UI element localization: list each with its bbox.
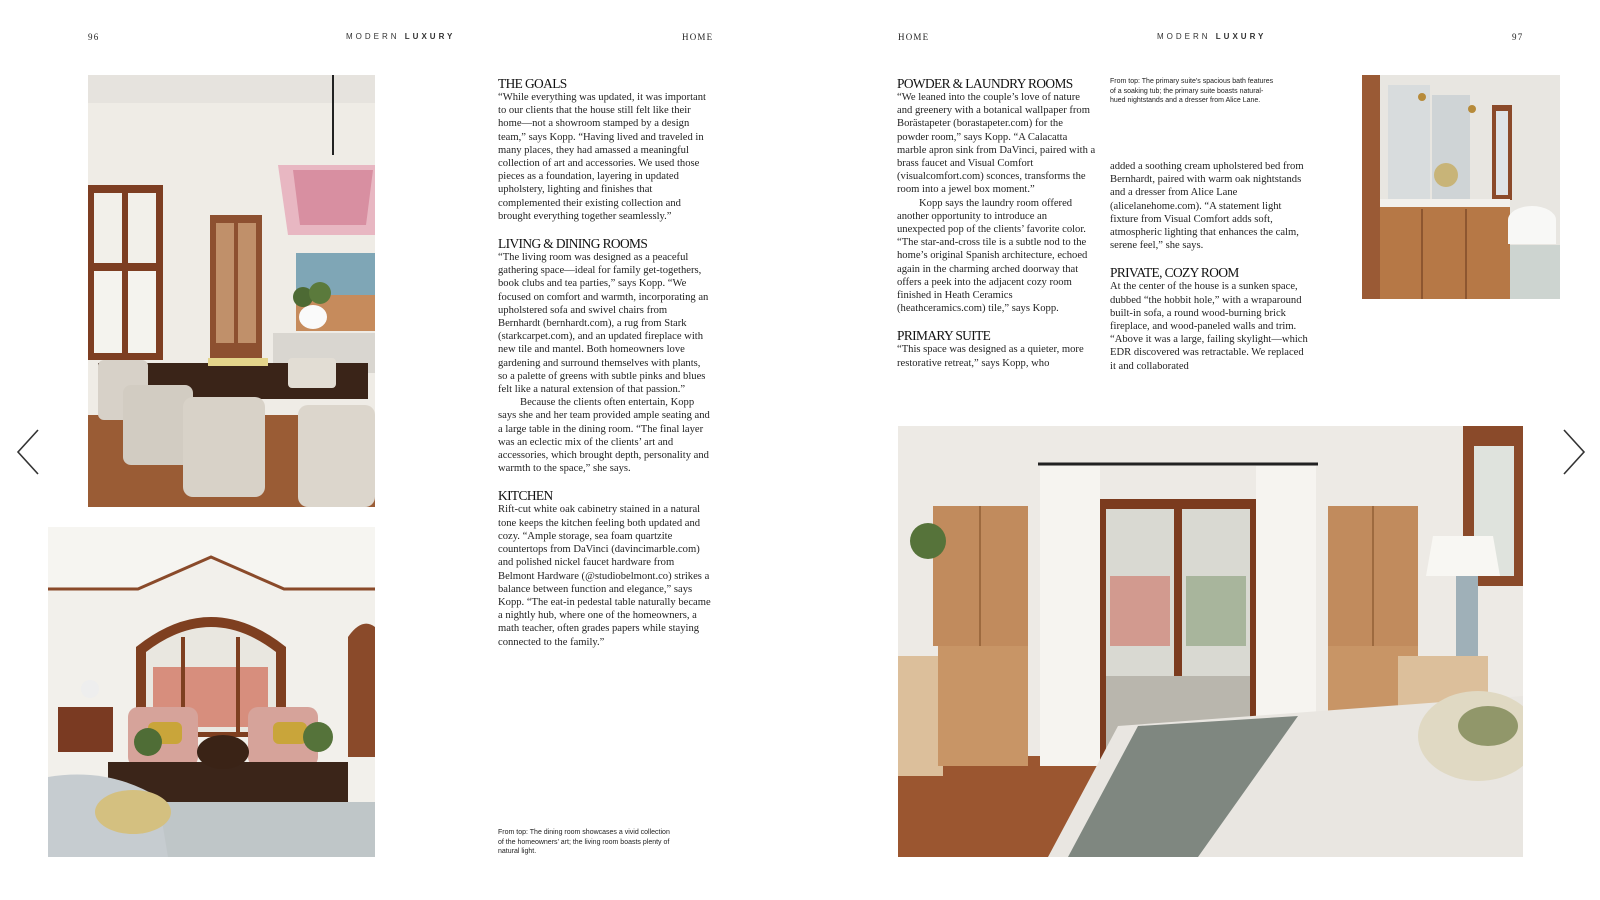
chevron-left-icon [14, 428, 42, 476]
previous-page-button[interactable] [14, 428, 42, 476]
private-cozy-heading: PRIVATE, COZY ROOM [1110, 265, 1239, 281]
next-page-button[interactable] [1560, 428, 1588, 476]
powder-laundry-heading: POWDER & LAUNDRY ROOMS [897, 76, 1073, 91]
bedroom-photo [898, 426, 1523, 857]
kitchen-paragraph: Rift-cut white oak cabinetry stained in a natural tone keeps the kitchen feeling both updated and cozy. “Ample storage, sea foam quartzite countertops from DaVinci (davincimarble.com) and polished nickel faucet hardware from Belmont Hardware (@studiobelmont.co) strikes a balance between function and elegance,” says Kopp. “The eat-in pedestal table naturally became a nightly hub, where one of the homeowners, a math teacher, often grades papers while staying connected to the family.” [498, 504, 711, 648]
masthead-bold: LUXURY [404, 32, 456, 41]
left-photo-caption: From top: The dining room showcases a vivid collection of the homeowners’ art; the living room boasts plenty of natural light. [498, 829, 670, 856]
left-text-column [498, 76, 712, 649]
living-room-photo [48, 527, 375, 857]
right-section-label: HOME [898, 32, 930, 42]
private-cozy-paragraph: At the center of the house is a sunken space, dubbed “the hobbit hole,” with a wraparound built-in sofa, a round wood-burning brick fireplace, and wood-paneled walls and trim. “Above it was a large, failing skylight—which EDR discovered was retractable. We replaced it and collaborated [1110, 281, 1308, 372]
right-text-column-2 [1110, 160, 1312, 373]
masthead-light: MODERN [346, 32, 400, 41]
goals-paragraph: “While everything was updated, it was important to our clients that the house still felt like their home—not a showroom stamped by a design team,” says Kopp. “Having lived and traveled in many places, they had amassed a meaningful collection of art and accessories. We used those pieces as a foundation, layering in updated upholstery, lighting and finishes that complemented their existing collection and brought everything together seamlessly.” [498, 92, 706, 222]
left-section-label: HOME [682, 32, 714, 42]
powder-paragraph-1: “We leaned into the couple’s love of nature and greenery with a botanical wallpaper from Borästapeter (borastapeter.com) for the powder room,” says Kopp. “A Calacatta marble apron sink from DaVinci, paired with a brass faucet and Visual Comfort (visualcomfort.com) sconces, transforms the room into a jewel box moment.” [897, 92, 1096, 196]
bath-photo [1362, 75, 1560, 299]
right-text-column-1 [897, 76, 1097, 370]
primary-suite-continued: added a soothing cream upholstered bed from Bernhardt, paired with warm oak nightstands and a dresser from Alice Lane (alicelanehome.com). “A statement light fixture from Visual Comfort adds soft, atmospheric lighting that enhances the calm, serene feel,” she says. [1110, 161, 1304, 252]
bath-photo-caption: From top: The primary suite’s spacious bath features of a soaking tub; the primary suite boasts natural-hued nightstands and a dresser from Alice Lane. [1110, 78, 1274, 105]
primary-suite-paragraph: “This space was designed as a quieter, more restorative retreat,” says Kopp, who [897, 344, 1084, 369]
left-masthead [346, 32, 455, 41]
kitchen-heading: KITCHEN [498, 488, 553, 504]
living-paragraph-2: Because the clients often entertain, Kopp says she and her team provided ample seating and a large table in the dining room. “The final layer was an eclectic mix of the clients’ art and accessories, which brought depth, personality and warmth to the space,” she says. [498, 397, 710, 475]
chevron-right-icon [1560, 428, 1588, 476]
primary-suite-heading: PRIMARY SUITE [897, 328, 991, 344]
right-folio: 97 [1512, 32, 1524, 42]
living-dining-heading: LIVING & DINING ROOMS [498, 236, 648, 252]
masthead-light: MODERN [1157, 32, 1211, 41]
left-folio: 96 [88, 32, 100, 42]
right-masthead [1157, 32, 1266, 41]
dining-room-photo [88, 75, 375, 507]
powder-paragraph-2: Kopp says the laundry room offered another opportunity to introduce an unexpected pop of the clients’ favorite color. “The star-and-cross tile is a subtle nod to the home’s original Spanish architecture, echoed again in the charming arched doorway that offers a peek into the adjacent cozy room finished in Heath Ceramics (heathceramics.com) tile,” says Kopp. [897, 197, 1088, 315]
goals-heading: THE GOALS [498, 76, 567, 91]
living-paragraph-1: “The living room was designed as a peaceful gathering space—ideal for family get-togethers, book clubs and tea parties,” says Kopp. “We focused on comfort and warmth, incorporating an upholstered sofa and swivel chairs from Bernhardt (bernhardt.com), a rug from Stark (starkcarpet.com), and an updated fireplace with new tile and mantel. Both homeowners love gardening and surround themselves with plants, so a palette of greens with subtle pinks and blues felt like a natural extension of that passion.” [498, 252, 709, 396]
masthead-bold: LUXURY [1215, 32, 1267, 41]
